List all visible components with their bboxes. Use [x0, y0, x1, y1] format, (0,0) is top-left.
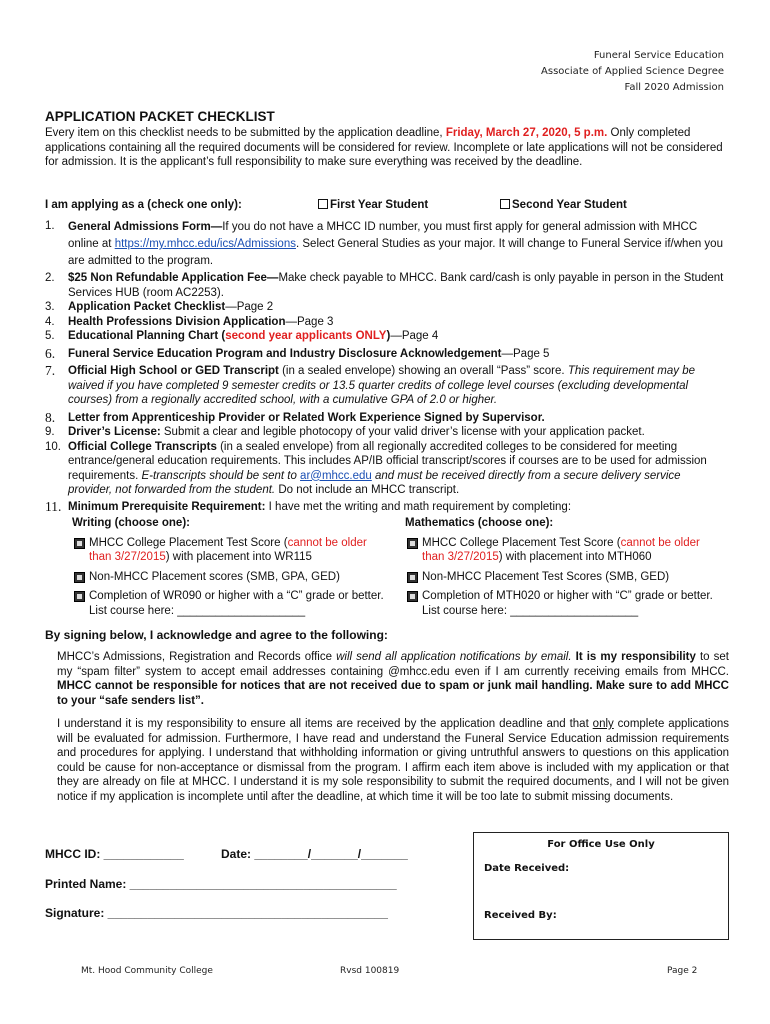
math-column	[405, 516, 725, 623]
date-received-label: Date Received:	[484, 863, 570, 874]
list-item: 11. Minimum Prerequisite Requirement: I have met the writing and math requirement by completing:	[45, 498, 572, 514]
signature-field[interactable]: Signature: __________________________________________	[45, 906, 388, 920]
checkbox-icon[interactable]	[74, 572, 85, 583]
second-year-checkbox[interactable]	[500, 199, 510, 209]
list-item: 3. Application Packet Checklist—Page 2	[45, 301, 274, 313]
math-option-placement[interactable]: MHCC College Placement Test Score (cannot be older than 3/27/2015) with placement into MTH060	[405, 536, 725, 565]
checkbox-icon[interactable]	[407, 591, 418, 602]
acknowledgement-heading: By signing below, I acknowledge and agree to the following:	[45, 628, 388, 642]
writing-heading: Writing (choose one):	[72, 517, 190, 529]
responsibility-paragraph: I understand it is my responsibility to ensure all items are received by the application deadline and that only complete applications will be evaluated for admission. Furthermore, I have read and understand the Funeral Service Education admission requirements and procedures for applying. I understand that withholding information or giving untruthful answers to questions on this application could be cause for non-acceptance or dismissal from the program. I affirm each item above is included with my application or that they are already on file at MHCC. I understand it is my sole responsibility to submit the required documents, and I will not be given notice if my application is incomplete until after the deadline, at which time it will be too late to submit missing documents.	[57, 718, 729, 803]
checkbox-icon[interactable]	[74, 591, 85, 602]
page-title: APPLICATION PACKET CHECKLIST	[45, 109, 275, 124]
admissions-link[interactable]: https://my.mhcc.edu/ics/Admissions	[114, 238, 296, 250]
first-year-checkbox[interactable]	[318, 199, 328, 209]
applying-label: I am applying as a (check one only):	[45, 199, 242, 211]
footer-page-number: Page 2	[667, 966, 698, 976]
writing-column	[72, 516, 390, 623]
date-field[interactable]: Date: ________/_______/_______	[221, 847, 408, 861]
footer-revision: Rvsd 100819	[340, 966, 400, 976]
printed-name-field[interactable]: Printed Name: ________________________________________	[45, 877, 397, 891]
document-header	[541, 48, 724, 96]
first-year-option[interactable]: First Year Student	[318, 198, 428, 213]
checkbox-icon[interactable]	[407, 538, 418, 549]
footer-college: Mt. Hood Community College	[81, 966, 213, 976]
program-name: Funeral Service Education	[593, 50, 724, 61]
intro-paragraph: Every item on this checklist needs to be submitted by the application deadline, Friday, March 27, 2020, 5 p.m. Only completed applications containing all the required documents will be considered for review. Incomplete or late applications will not be considered for admission. It is the applicant’s full responsibility to make sure everything was received by the deadline.	[45, 127, 723, 168]
degree-name: Associate of Applied Science Degree	[541, 66, 724, 77]
received-by-label: Received By:	[484, 910, 557, 921]
admission-term: Fall 2020 Admission	[624, 82, 724, 93]
list-item: 2. $25 Non Refundable Application Fee—Make check payable to MHCC. Bank card/cash is only payable in person in the Student Services HUB (room AC2253).	[45, 272, 724, 299]
math-option-completion[interactable]: Completion of MTH020 or higher with “C” grade or better. List course here: ____________________	[405, 589, 725, 618]
checkbox-icon[interactable]	[74, 538, 85, 549]
math-option-non-mhcc[interactable]: Non-MHCC Placement Test Scores (SMB, GED)	[405, 570, 725, 585]
math-heading: Mathematics (choose one):	[405, 517, 554, 529]
writing-option-non-mhcc[interactable]: Non-MHCC Placement scores (SMB, GPA, GED)	[72, 570, 390, 585]
checklist	[45, 219, 725, 514]
checkbox-icon[interactable]	[407, 572, 418, 583]
office-use-box	[473, 832, 729, 940]
list-item: 8. Letter from Apprenticeship Provider or Related Work Experience Signed by Supervisor.	[45, 409, 545, 425]
list-item: 7. Official High School or GED Transcript (in a sealed envelope) showing an overall “Pass” score. This requirement may be waived if you have completed 9 semester credits or 13.5 quarter credits of college level courses (excluding developmental courses) from a regionally accredited school, with a cumulative GPA of 2.0 or higher.	[45, 363, 696, 406]
mhcc-id-field[interactable]: MHCC ID: ____________	[45, 847, 184, 861]
list-item: 5. Educational Planning Chart (second year applicants ONLY)—Page 4	[45, 330, 439, 342]
office-use-heading: For Office Use Only	[547, 839, 655, 850]
list-item: 6. Funeral Service Education Program and Industry Disclosure Acknowledgement—Page 5	[45, 345, 550, 361]
deadline-text: Friday, March 27, 2020, 5 p.m.	[445, 127, 608, 139]
applying-as-row	[45, 198, 725, 213]
second-year-option[interactable]: Second Year Student	[500, 198, 627, 213]
list-item: 9. Driver’s License: Submit a clear and legible photocopy of your valid driver’s license with your application packet.	[45, 426, 645, 438]
email-link[interactable]: ar@mhcc.edu	[300, 469, 372, 482]
email-notice-paragraph: MHCC’s Admissions, Registration and Records office will send all application notifications by email. It is my responsibility to set my “spam filter” system to accept email addresses containing @mhcc.edu even if I am currently receiving emails from MHCC. MHCC cannot be responsible for notices that are not received due to spam or junk mail handling. Make sure to add MHCC to your “safe senders list”.	[57, 651, 729, 707]
list-item: 10. Official College Transcripts (in a sealed envelope) from all regionally accredited colleges to be considered for meeting entrance/general education requirements. This includes AP/IB official transcript/scores if courses are to be used for admission requirements. E-transcripts should be sent to ar@mhcc.edu and must be received directly from a secure delivery service provider, not forwarded from the student. Do not include an MHCC transcript.	[45, 440, 707, 496]
list-item: 1. General Admissions Form—If you do not have a MHCC ID number, you must first apply for general admission with MHCC online at https://my.mhcc.edu/ics/Admissions. Select General Studies as your major. It will change to Funeral Service if/when you are admitted to the program.	[45, 220, 723, 267]
writing-option-completion[interactable]: Completion of WR090 or higher with a “C” grade or better. List course here: ____________________	[72, 589, 390, 618]
list-item: 4. Health Professions Division Application—Page 3	[45, 315, 334, 328]
writing-option-placement[interactable]: MHCC College Placement Test Score (cannot be older than 3/27/2015) with placement into WR115	[72, 536, 390, 565]
